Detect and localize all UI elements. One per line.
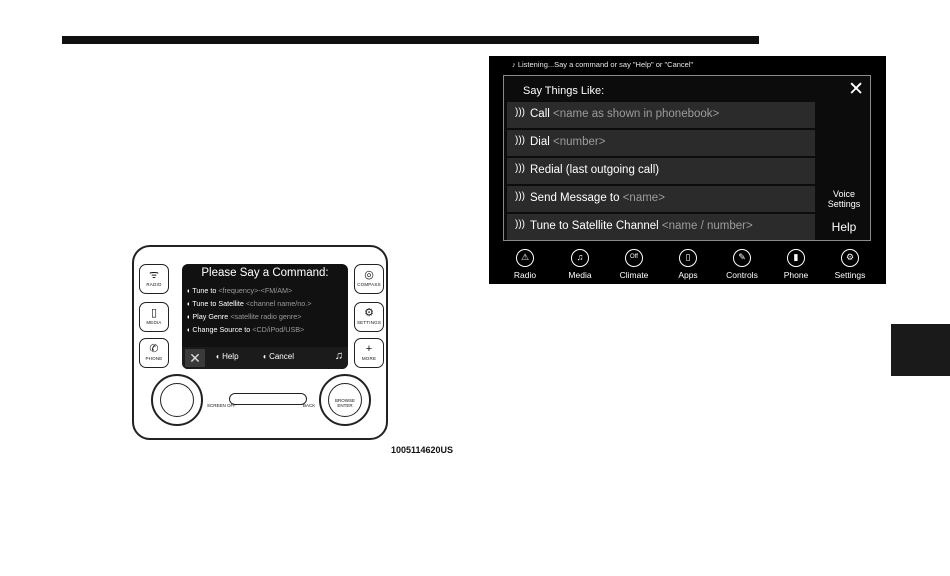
voice-settings-button[interactable]: Voice Settings xyxy=(827,189,861,209)
list-item[interactable]: ))) Call <name as shown in phonebook> xyxy=(507,102,815,128)
nav-media[interactable]: ♫ Media xyxy=(555,249,605,280)
command-item[interactable]: ◖ Tune to Satellite <channel name/no.> xyxy=(186,299,312,308)
section-thumb-tab xyxy=(891,324,950,376)
voice-waves-icon: ))) xyxy=(515,107,525,118)
voice-waves-icon: ))) xyxy=(515,135,525,146)
media-button-label: MEDIA xyxy=(146,320,162,325)
radio-head-unit-illustration xyxy=(132,245,388,440)
bottom-nav-bar xyxy=(489,246,886,284)
help-button[interactable]: ◖ Help xyxy=(215,352,239,361)
command-item[interactable]: ◖ Play Genre <satellite radio genre> xyxy=(186,312,302,321)
cancel-button[interactable]: ◖ Cancel xyxy=(262,352,294,361)
browse-enter-label: BROWSE ENTER xyxy=(334,398,355,408)
nav-settings[interactable]: ⚙ Settings xyxy=(825,249,875,280)
nav-climate[interactable]: Off Climate xyxy=(609,249,659,280)
close-icon[interactable]: ✕ xyxy=(848,79,864,100)
radio-button-label: RADIO xyxy=(146,282,162,287)
speaker-icon: ◖ xyxy=(262,352,270,361)
close-icon[interactable]: ✕ xyxy=(185,349,205,367)
back-label: BACK xyxy=(303,403,316,408)
media-icon: ♫ xyxy=(571,249,589,267)
climate-icon: Off xyxy=(625,249,643,267)
voice-recognition-icon: ♪︎ xyxy=(512,60,518,69)
speaker-icon: ◖ xyxy=(186,286,193,295)
phone-handset-icon: ✆ xyxy=(149,343,159,355)
more-button[interactable] xyxy=(354,338,384,368)
command-item[interactable]: ◖ Tune to <frequency>-<FM/AM> xyxy=(186,286,293,295)
speaker-icon: ◖ xyxy=(186,325,193,334)
list-item[interactable]: ))) Send Message to <name> xyxy=(507,186,815,212)
settings-button-label: SETTINGS xyxy=(356,320,382,325)
nav-apps[interactable]: ▯ Apps xyxy=(663,249,713,280)
screen-off-label: SCREEN OFF xyxy=(207,403,237,408)
phone-button-label: PHONE xyxy=(145,356,163,361)
nav-phone[interactable]: ▮ Phone xyxy=(771,249,821,280)
media-device-icon: ▯ xyxy=(150,307,158,319)
mute-speaker-icon xyxy=(160,383,194,417)
list-item[interactable]: ))) Redial (last outgoing call) xyxy=(507,158,815,184)
help-button[interactable]: Help xyxy=(831,220,857,234)
phone-button[interactable] xyxy=(139,338,169,368)
plus-icon: + xyxy=(365,343,373,355)
settings-button[interactable] xyxy=(354,302,384,332)
music-note-icon: ♫ xyxy=(334,350,343,362)
volume-knob[interactable] xyxy=(151,374,203,426)
screen-title: Please Say a Command: xyxy=(201,267,329,279)
voice-command-screen xyxy=(182,264,348,369)
screen-bottom-bar xyxy=(182,347,348,369)
speaker-icon: ◖ xyxy=(215,352,223,361)
voice-waves-icon: ))) xyxy=(515,191,525,202)
compass-button[interactable] xyxy=(354,264,384,294)
nav-controls[interactable]: ✎ Controls xyxy=(717,249,767,280)
list-item[interactable]: ))) Dial <number> xyxy=(507,130,815,156)
radio-button[interactable] xyxy=(139,264,169,294)
phone-icon: ▮ xyxy=(787,249,805,267)
figure-caption: 1005114620US xyxy=(391,445,454,455)
command-item[interactable]: ◖ Change Source to <CD/iPod/USB> xyxy=(186,325,305,334)
speaker-icon: ◖ xyxy=(186,312,193,321)
settings-icon: ⚙ xyxy=(841,249,859,267)
say-things-like-panel xyxy=(503,75,871,241)
settings-gear-icon: ⚙ xyxy=(364,307,374,319)
compass-button-label: COMPASS xyxy=(357,282,381,287)
speaker-icon: ◖ xyxy=(186,299,193,308)
panel-title: Say Things Like: xyxy=(523,85,605,97)
voice-waves-icon: ))) xyxy=(515,163,525,174)
list-item[interactable]: ))) Tune to Satellite Channel <name / number> xyxy=(507,214,815,240)
compass-icon: ◎ xyxy=(364,269,374,281)
nav-radio[interactable]: ⚠︎ Radio xyxy=(500,249,550,280)
media-button[interactable] xyxy=(139,302,169,332)
center-bar xyxy=(229,393,307,405)
more-button-label: MORE xyxy=(361,356,377,361)
listening-status: ♪︎ Listening...Say a command or say "Help" or "Cancel" xyxy=(512,60,694,69)
voice-waves-icon: ))) xyxy=(515,219,525,230)
touchscreen-voice-panel xyxy=(489,56,886,284)
apps-icon: ▯ xyxy=(679,249,697,267)
header-rule xyxy=(62,36,759,44)
radio-icon: ⚠︎ xyxy=(516,249,534,267)
controls-icon: ✎ xyxy=(733,249,751,267)
radio-antenna-icon: ᯤ xyxy=(148,269,160,281)
